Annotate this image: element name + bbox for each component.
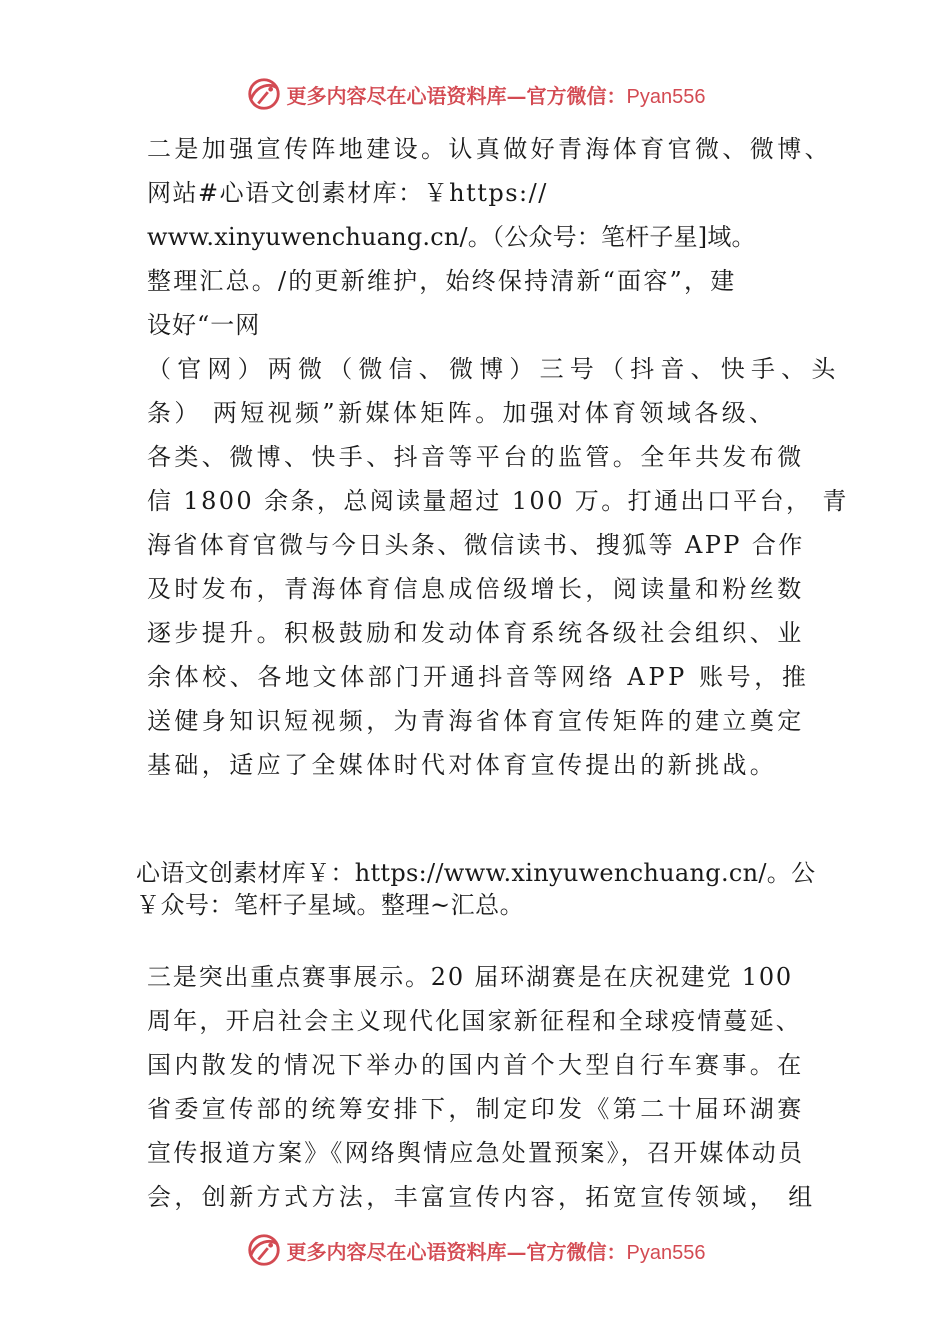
text-line: 信 1800 余条，总阅读量超过 100 万。打通出口平台， 青 <box>147 487 849 515</box>
text-line: 心语文创素材库￥：https://www.xinyuwenchuang.cn/。公 <box>136 859 816 887</box>
text-line: 基础，适应了全媒体时代对体育宣传提出的新挑战。 <box>147 751 778 779</box>
text-line: 整理汇总。/的更新维护，始终保持清新“面容”，建 <box>147 267 737 295</box>
text-line: 省委宣传部的统筹安排下，制定印发《第二十届环湖赛 <box>147 1095 805 1123</box>
header-banner <box>0 72 950 116</box>
logo-icon <box>245 75 283 113</box>
text-line: 周年，开启社会主义现代化国家新征程和全球疫情蔓延、 <box>147 1007 802 1035</box>
text-line: 余体校、各地文体部门开通抖音等网络 APP 账号，推 <box>147 663 810 691</box>
footer-banner <box>0 1228 950 1272</box>
wechat-handle: Pyan556 <box>626 1241 706 1264</box>
banner-text: 更多内容尽在心语资料库—官方微信：Pyan556 <box>286 1239 706 1264</box>
text-line: 三是突出重点赛事展示。20 届环湖赛是在庆祝建党 100 <box>147 963 794 991</box>
text-line: 逐步提升。积极鼓励和发动体育系统各级社会组织、业 <box>147 619 805 647</box>
logo-icon <box>245 1231 283 1269</box>
text-line: ￥众号：笔杆子星域。整理~汇总。 <box>136 891 525 919</box>
text-line: 会，创新方式方法，丰富宣传内容，拓宽宣传领域， 组 <box>147 1183 816 1211</box>
text-line: （官网）两微（微信、微博）三号（抖音、快手、头 <box>147 355 842 383</box>
text-line: 及时发布，青海体育信息成倍级增长，阅读量和粉丝数 <box>147 575 805 603</box>
banner-text: 更多内容尽在心语资料库—官方微信：Pyan556 <box>286 83 706 108</box>
text-line: 各类、微博、快手、抖音等平台的监管。全年共发布微 <box>147 443 805 471</box>
text-line: 设好“一网 <box>147 311 261 339</box>
text-line: 海省体育官微与今日头条、微信读书、搜狐等 APP 合作 <box>147 531 805 559</box>
text-line: 网站#心语文创素材库：￥https:// <box>147 179 548 207</box>
text-line: 国内散发的情况下举办的国内首个大型自行车赛事。在 <box>147 1051 805 1079</box>
text-line: 宣传报道方案》《网络舆情应急处置预案》，召开媒体动员 <box>147 1139 805 1167</box>
text-line: 二是加强宣传阵地建设。认真做好青海体育官微、微博、 <box>147 135 832 163</box>
text-line: 条） 两短视频”新媒体矩阵。加强对体育领域各级、 <box>147 399 777 427</box>
text-line: 送健身知识短视频，为青海省体育宣传矩阵的建立奠定 <box>147 707 805 735</box>
wechat-handle: Pyan556 <box>626 85 706 108</box>
text-line: www.xinyuwenchuang.cn/。（公众号：笔杆子星]域。 <box>147 223 756 251</box>
